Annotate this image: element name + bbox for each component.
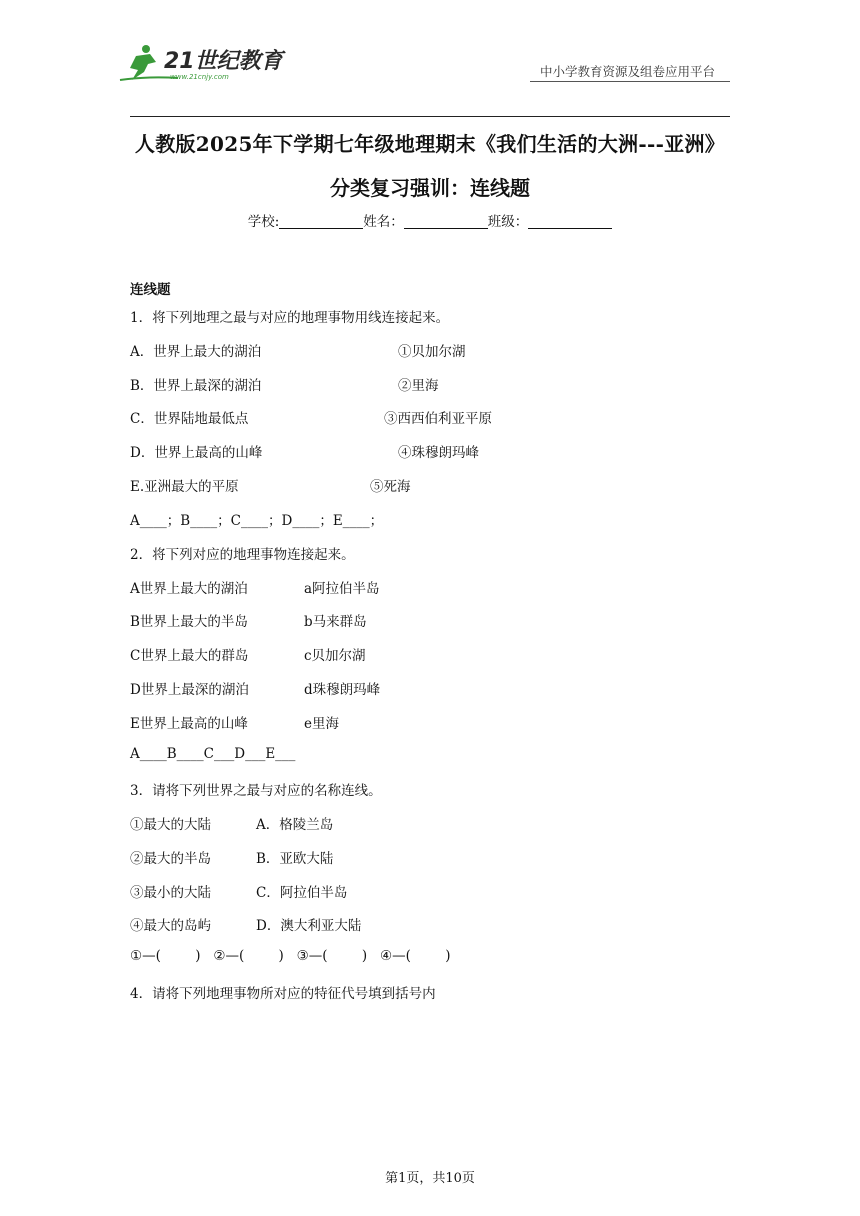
q3-right-item: C．阿拉伯半岛 [256, 885, 348, 901]
q2-left-item: A世界上最大的湖泊 [130, 581, 248, 597]
q2-right-item: b马来群岛 [304, 614, 367, 630]
q1-right-item: ①贝加尔湖 [398, 344, 466, 360]
header-rule [130, 116, 730, 117]
q1-right-item: ③西西伯利亚平原 [384, 411, 492, 427]
site-name: 中小学教育资源及组卷应用平台 [540, 64, 716, 79]
logo-url: www.21cnjy.com [170, 73, 229, 81]
section-title: 连线题 [130, 282, 171, 298]
page-title: 人教版2025年下学期七年级地理期末《我们生活的大洲---亚洲》 [134, 132, 726, 156]
page-number: 第1页，共10页 [385, 1171, 475, 1186]
q3-right-item: B．亚欧大陆 [256, 851, 334, 867]
q3-right-item: A．格陵兰岛 [256, 817, 334, 833]
q1-left-item: E.亚洲最大的平原 [130, 479, 239, 495]
q3-right-item: D．澳大利亚大陆 [256, 918, 362, 934]
q3-stem: 3．请将下列世界之最与对应的名称连线。 [130, 783, 382, 799]
q2-left-item: B世界上最大的半岛 [130, 614, 248, 630]
q2-stem: 2．将下列对应的地理事物连接起来。 [130, 547, 355, 563]
q3-left-item: ③最小的大陆 [130, 885, 211, 901]
q1-left-item: A．世界上最大的湖泊 [130, 344, 262, 360]
name-blank [404, 214, 488, 229]
header-rule-short [530, 81, 730, 82]
q2-right-item: a阿拉伯半岛 [304, 581, 380, 597]
class-label: 班级： [487, 214, 529, 230]
q2-right-item: c贝加尔湖 [304, 648, 366, 664]
q3-answer: ①—( ) ②—( ) ③—( ) ④—( ) [130, 948, 451, 964]
school-label: 学校: [247, 214, 280, 230]
q1-left-item: B．世界上最深的湖泊 [130, 378, 262, 394]
q3-left-item: ①最大的大陆 [130, 817, 211, 833]
q1-answer: A____；B____；C____；D____；E____； [130, 513, 384, 529]
site-logo [118, 42, 288, 82]
page-subtitle: 分类复习强训：连线题 [330, 176, 530, 200]
q1-right-item: ②里海 [398, 378, 439, 394]
q4-stem: 4．请将下列地理事物所对应的特征代号填到括号内 [130, 986, 436, 1002]
student-info [0, 210, 860, 230]
q3-left-item: ②最大的半岛 [130, 851, 211, 867]
q2-left-item: E世界上最高的山峰 [130, 716, 248, 732]
q2-left-item: C世界上最大的群岛 [130, 648, 249, 664]
q1-stem: 1．将下列地理之最与对应的地理事物用线连接起来。 [130, 310, 450, 326]
q1-left-item: D．世界上最高的山峰 [130, 445, 263, 461]
q1-right-item: ⑤死海 [370, 479, 411, 495]
q2-right-item: e里海 [304, 716, 339, 732]
q2-right-item: d珠穆朗玛峰 [304, 682, 381, 698]
logo-text: 21世纪教育 [164, 49, 283, 74]
class-blank [528, 214, 612, 229]
q3-left-item: ④最大的岛屿 [130, 918, 211, 934]
q2-left-item: D世界上最深的湖泊 [130, 682, 249, 698]
q1-right-item: ④珠穆朗玛峰 [398, 445, 479, 461]
q1-left-item: C．世界陆地最低点 [130, 411, 249, 427]
name-label: 姓名： [363, 214, 404, 230]
q2-answer: A____B____C___D___E___ [130, 746, 296, 762]
school-blank [279, 214, 363, 229]
